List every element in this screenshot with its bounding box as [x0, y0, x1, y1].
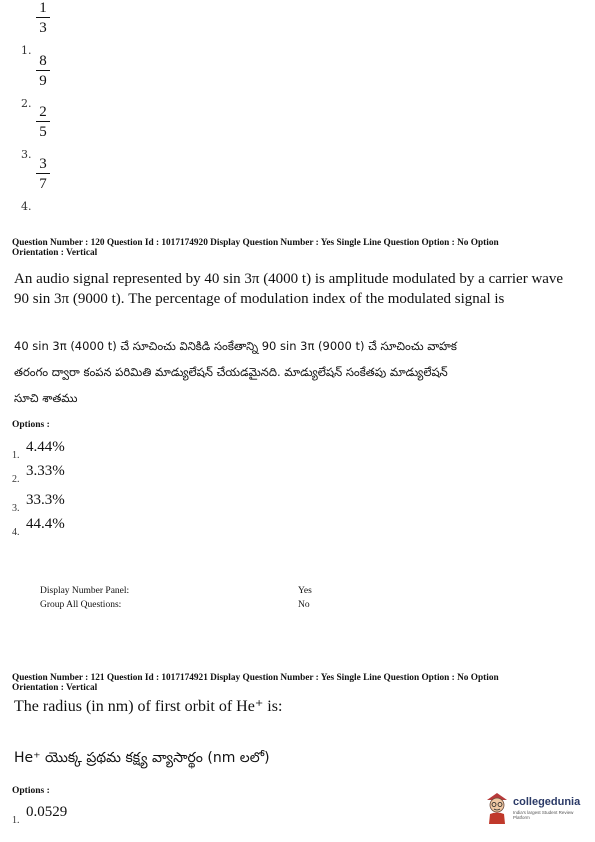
logo-brand: collegedunia [513, 796, 581, 808]
question-line: 40 sin 3π (4000 t) చే సూచించు వినికిడి సంకేతాన్ని 90 sin 3π (9000 t) చే సూచించు వాహక [14, 339, 457, 353]
question-meta-line: Question Number : 121 Question Id : 1017174921 Display Question Number : Yes Single Line Question Option : No Option [12, 673, 499, 683]
question-meta [12, 673, 499, 693]
question-meta-line: Question Number : 120 Question Id : 1017174920 Display Question Number : Yes Single Line Question Option : No Option [12, 238, 499, 248]
numerator: 2 [39, 104, 47, 120]
numerator: 1 [39, 0, 47, 16]
fraction-bar [36, 17, 50, 18]
option-number: 3. [21, 148, 32, 161]
question-orientation: Orientation : Vertical [12, 683, 98, 693]
display-number-panel-label: Display Number Panel: [40, 586, 130, 596]
fraction [36, 156, 50, 192]
option-value: 0.0529 [26, 804, 68, 820]
option-number: 1. [12, 815, 20, 826]
question-meta [12, 238, 499, 258]
option-number: 4. [12, 527, 20, 538]
options-label: Options : [12, 420, 50, 430]
question-line: The radius (in nm) of first orbit of He⁺ is: [14, 698, 283, 715]
question-text-english [14, 697, 282, 717]
fraction-bar [36, 173, 50, 174]
option-number: 1. [12, 450, 20, 461]
option-value: 44.4% [26, 516, 65, 532]
group-all-questions-label: Group All Questions: [40, 600, 122, 610]
option-number: 2. [21, 97, 32, 110]
option-number: 4. [21, 200, 32, 213]
option-number: 2. [12, 474, 20, 485]
fraction [36, 53, 50, 89]
option-value: 4.44% [26, 439, 65, 455]
option-number: 3. [12, 503, 20, 514]
question-line: 90 sin 3π (9000 t). The percentage of modulation index of the modulated signal is [14, 291, 505, 307]
numerator: 8 [39, 53, 47, 69]
question-line: తరంగం ద్వారా కంపన పరిమితి మాడ్యులేషన్ చేయడమైనది. మాడ్యులేషన్ సంకేతపు మాడ్యులేషన్ [14, 365, 448, 379]
mascot-icon [483, 790, 511, 824]
denominator: 5 [39, 124, 47, 140]
option-value: 3.33% [26, 463, 65, 479]
option-value: 33.3% [26, 492, 65, 508]
fraction-bar [36, 70, 50, 71]
numerator: 3 [39, 156, 47, 172]
denominator: 9 [39, 73, 47, 89]
denominator: 3 [39, 20, 47, 36]
group-all-questions-value: No [298, 600, 310, 610]
question-line: He⁺ యొక్క ప్రథమ కక్ష్య వ్యాసార్థం (nm లలో) [14, 750, 270, 766]
question-text-english [14, 269, 563, 309]
logo-tagline: India's largest Student Review Platform [513, 810, 574, 820]
fraction [36, 0, 50, 36]
question-line: సూచి శాతము [14, 391, 78, 405]
denominator: 7 [39, 176, 47, 192]
fraction [36, 104, 50, 140]
options-label: Options : [12, 786, 50, 796]
option-number: 1. [21, 44, 32, 57]
question-text-telugu [14, 748, 270, 768]
fraction-bar [36, 121, 50, 122]
collegedunia-logo [483, 790, 587, 830]
question-orientation: Orientation : Vertical [12, 248, 98, 258]
display-number-panel-value: Yes [298, 586, 312, 596]
question-text-telugu [14, 333, 457, 411]
question-line: An audio signal represented by 40 sin 3π (4000 t) is amplitude modulated by a carrier wave [14, 271, 564, 287]
